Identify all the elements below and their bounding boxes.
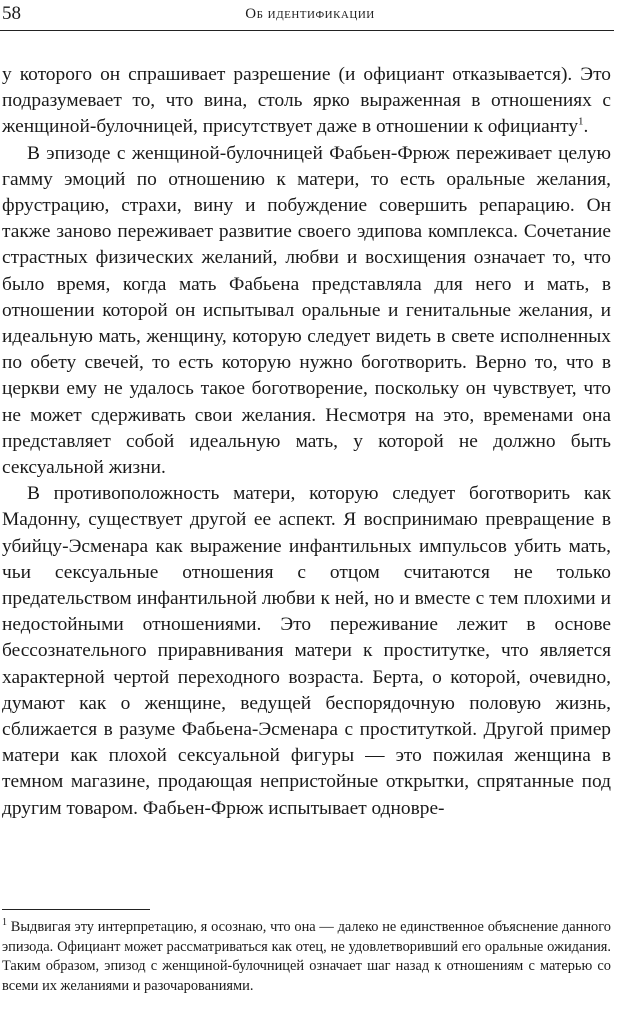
footnote-rule (2, 909, 150, 910)
paragraph-3: В противоположность матери, которую следует боготворить как Мадонну, существует другой ее аспект. Я воспринимаю превращение в убийцу-Эсменара как выражение инфантильных импульсов убить мать, чьи сексуальные отношения с отцом считаются не только предательством инфантильной любви к ней, но и вместе с тем плохими и недостойными отношениями. Это переживание лежит в основе бессознательного приравнивания матери к проститутке, что является характерной чертой переходного возраста. Берта, о которой, очевидно, думают как о женщине, ведущей беспорядочную половую жизнь, сближается в разуме Фабьена-Эсменара с проституткой. Другой пример матери как плохой сексуальной фигуры — это пожилая женщина в темном магазине, продающая непристойные открытки, спрятанные под другим товаром. Фабьен-Фрюж испытывает одновре- (2, 483, 611, 819)
footnote-reference: 1 (578, 115, 584, 128)
main-text (2, 62, 611, 822)
footnote-paragraph (2, 918, 611, 996)
page-header (0, 2, 620, 30)
footnote-marker: 1 (2, 917, 7, 929)
footnote-text: Выдвигая эту интерпретацию, я осознаю, что она — далеко не единственное объяснение данного эпизода. Официант может рассматриваться как отец, не удовлетворивший его оральные ожидания. Таким образом, эпизод с женщиной-булочницей означает шаг назад к отношениям с матерью со всеми их желаниями и разочарованиями. (2, 919, 611, 994)
header-rule (0, 30, 614, 31)
paragraph-1 (2, 62, 611, 141)
paragraph-1-text: у которого он спрашивает разрешение (и официант отказывается). Это подразумевает то, что вина, столь ярко выраженная в отношениях с женщиной-булочницей, присутствует даже в отношении к официанту (2, 64, 611, 138)
footnote (2, 918, 611, 996)
paragraph-2: В эпизоде с женщиной-булочницей Фабьен-Фрюж переживает целую гамму эмоций по отношению к матери, то есть оральные желания, фрустрацию, страхи, вину и побуждение совершить репарацию. Он также заново переживает развитие своего эдипова комплекса. Сочетание страстных физических желаний, любви и восхищения означает то, что было время, когда мать Фабьена представляла для него и мать, в отношении которой он испытывал оральные и генитальные желания, и идеальную мать, женщину, которую следует видеть в свете исполненных по обету свечей, то есть которую нужно боготворить. Верно то, что в церкви ему не удалось такое боготворение, поскольку он чувствует, что не может сдерживать свои желания. Несмотря на это, временами она представляет собой идеальную мать, у которой не должно быть сексуальной жизни. (2, 142, 611, 479)
paragraph-1-tail: . (583, 116, 589, 138)
running-title: Об идентификации (245, 6, 375, 22)
page-number: 58 (2, 3, 21, 24)
